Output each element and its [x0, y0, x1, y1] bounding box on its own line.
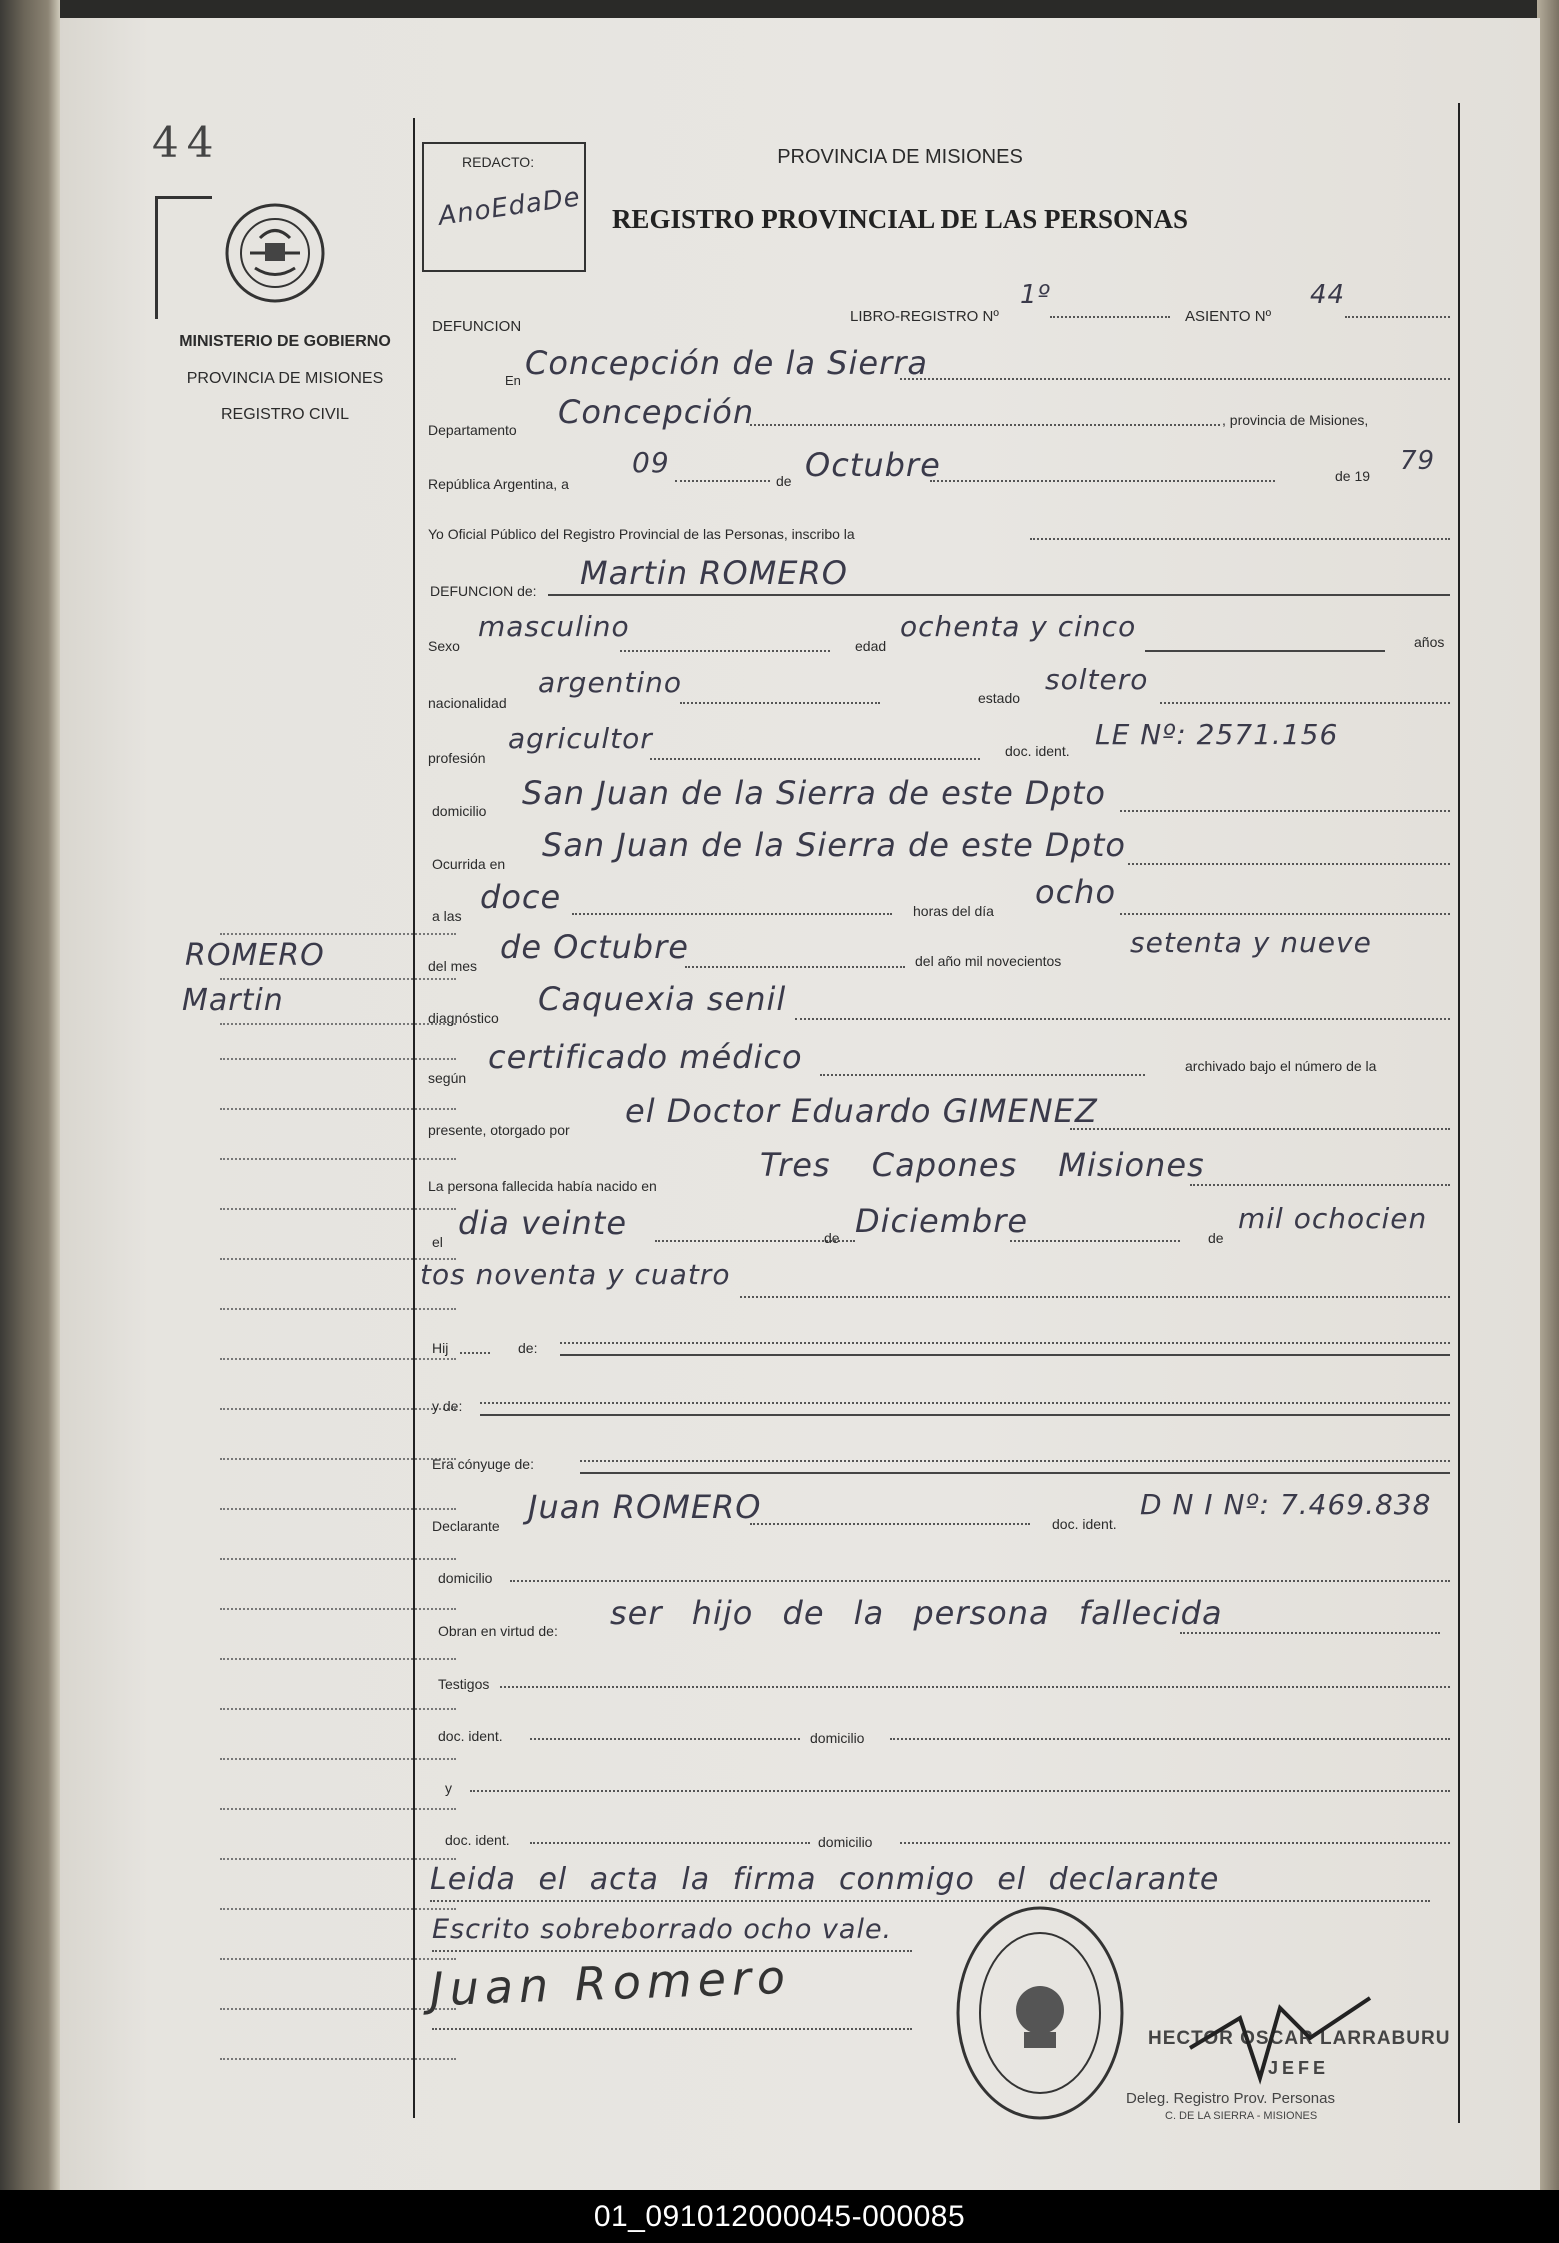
- decl-doc-value[interactable]: D N I Nº: 7.469.838: [1140, 1488, 1432, 1521]
- book-binding: [0, 0, 60, 2190]
- defuncion-de-label: DEFUNCION de:: [430, 583, 537, 599]
- de2-value[interactable]: Diciembre: [855, 1202, 1029, 1240]
- t-dom-label: domicilio: [810, 1730, 865, 1746]
- profesion-label: profesión: [428, 750, 486, 766]
- yde-label: y de:: [432, 1398, 463, 1414]
- oficial-text: Yo Oficial Público del Registro Provincial de las Personas, inscribo la: [428, 526, 855, 542]
- defuncion-de-value[interactable]: Martin ROMERO: [580, 554, 848, 592]
- nacido-label: La persona fallecida había nacido en: [428, 1178, 657, 1194]
- departamento-value[interactable]: Concepción: [558, 393, 755, 431]
- doc-label: doc. ident.: [1005, 743, 1070, 759]
- hij-de-label: de:: [518, 1340, 538, 1356]
- provincia-suffix: , provincia de Misiones,: [1222, 412, 1369, 428]
- obran-label: Obran en virtud de:: [438, 1623, 558, 1639]
- doc-value[interactable]: LE Nº: 2571.156: [1095, 718, 1339, 751]
- anio-value[interactable]: 79: [1400, 446, 1436, 476]
- page-number: 44: [152, 118, 222, 167]
- departamento-label: Departamento: [428, 422, 517, 438]
- redacto-label: REDACTO:: [462, 154, 535, 170]
- nacionalidad-value[interactable]: argentino: [538, 666, 683, 699]
- t2-doc-label: doc. ident.: [445, 1832, 510, 1848]
- alas-label: a las: [432, 908, 462, 924]
- corner-bracket: [155, 196, 212, 319]
- anio-fallec-value[interactable]: setenta y nueve: [1130, 926, 1372, 959]
- en-label: En: [505, 373, 521, 388]
- estado-value[interactable]: soltero: [1045, 663, 1149, 696]
- ocurrida-value[interactable]: San Juan de la Sierra de este Dpto: [542, 826, 1126, 864]
- obran-value[interactable]: ser hijo de la persona fallecida: [610, 1594, 1223, 1632]
- official-line2: C. DE LA SIERRA - MISIONES: [1165, 2110, 1318, 2122]
- alas-value[interactable]: doce: [480, 878, 562, 916]
- closing-line2: Escrito sobreborrado ocho vale.: [432, 1914, 893, 1945]
- diagnostico-label: diagnóstico: [428, 1010, 499, 1026]
- en-value[interactable]: Concepción de la Sierra: [525, 344, 928, 382]
- profesion-value[interactable]: agricultor: [508, 722, 653, 755]
- t2-dom-label: domicilio: [818, 1834, 873, 1850]
- edad-label: edad: [855, 638, 887, 654]
- domicilio-value[interactable]: San Juan de la Sierra de este Dpto: [522, 774, 1106, 812]
- decl-doc-label: doc. ident.: [1052, 1516, 1117, 1532]
- province-crest-icon: [220, 193, 330, 313]
- redacto-box: [422, 142, 586, 272]
- redacto-signature: AnoEdaDe: [436, 182, 583, 232]
- nacido-value[interactable]: Tres Capones Misiones: [760, 1146, 1205, 1184]
- el-value[interactable]: dia veinte: [458, 1204, 628, 1242]
- declarante-label: Declarante: [432, 1518, 500, 1534]
- segun-value[interactable]: certificado médico: [488, 1038, 803, 1076]
- libro-value[interactable]: 1º: [1020, 280, 1051, 310]
- de2-label: de: [824, 1230, 840, 1246]
- declarante-value[interactable]: Juan ROMERO: [528, 1488, 762, 1526]
- asiento-label: ASIENTO Nº: [1185, 308, 1272, 325]
- sexo-label: Sexo: [428, 638, 460, 654]
- cont-value[interactable]: tos noventa y cuatro: [420, 1258, 731, 1291]
- ocurrida-label: Ocurrida en: [432, 856, 506, 872]
- margin-surname: ROMERO: [185, 938, 325, 973]
- de-year-label: de 19: [1335, 468, 1371, 484]
- presente-value[interactable]: el Doctor Eduardo GIMENEZ: [625, 1092, 1098, 1130]
- mes-label: del mes: [428, 958, 478, 974]
- de3-label: de: [1208, 1230, 1224, 1246]
- de3-value[interactable]: mil ochocien: [1238, 1202, 1428, 1235]
- anio-label: del año mil novecientos: [915, 953, 1062, 969]
- ministry-line2: PROVINCIA DE MISIONES: [186, 370, 384, 387]
- page-edge: [1537, 0, 1559, 2190]
- official-name: HECTOR OSCAR LARRABURU: [1148, 2028, 1451, 2049]
- hij-label: Hij: [432, 1340, 449, 1356]
- form-type: DEFUNCION: [432, 318, 522, 335]
- archivado-label: archivado bajo el número de la: [1185, 1058, 1377, 1074]
- header-province: PROVINCIA DE MISIONES: [777, 146, 1023, 168]
- domicilio-label: domicilio: [432, 803, 487, 819]
- estado-label: estado: [978, 690, 1021, 706]
- ministry-line1: MINISTERIO DE GOBIERNO: [179, 333, 391, 350]
- margin-name: Martin: [182, 983, 284, 1018]
- image-caption: 01_091012000045-000085: [593, 2200, 966, 2233]
- segun-label: según: [428, 1070, 467, 1086]
- asiento-value[interactable]: 44: [1310, 280, 1346, 310]
- horas-value[interactable]: ocho: [1035, 873, 1117, 911]
- header-title: REGISTRO PROVINCIAL DE LAS PERSONAS: [611, 204, 1189, 234]
- el-label: el: [432, 1234, 443, 1250]
- conyuge-label: Era cónyuge de:: [432, 1456, 534, 1472]
- republica-label: República Argentina, a: [428, 476, 569, 492]
- diagnostico-value[interactable]: Caquexia senil: [538, 980, 787, 1018]
- t-doc-label: doc. ident.: [438, 1728, 503, 1744]
- official-seal-icon: [950, 1898, 1130, 2128]
- de-label: de: [776, 473, 792, 489]
- official-line1: Deleg. Registro Prov. Personas: [1126, 2090, 1335, 2107]
- form-right-border: [1458, 103, 1460, 2123]
- libro-label: LIBRO-REGISTRO Nº: [850, 308, 999, 325]
- sexo-value[interactable]: masculino: [478, 610, 630, 643]
- testigos-label: Testigos: [438, 1676, 490, 1692]
- declarante-signature: Juan Romero: [429, 1949, 792, 2017]
- edad-value[interactable]: ochenta y cinco: [900, 610, 1137, 643]
- presente-label: presente, otorgado por: [428, 1122, 570, 1138]
- horas-label: horas del día: [913, 903, 994, 919]
- anos-label: años: [1414, 634, 1445, 650]
- dia-value[interactable]: 09: [632, 446, 670, 479]
- official-title: JEFE: [1268, 2058, 1330, 2078]
- document-page: [60, 18, 1540, 2190]
- y-label: y: [445, 1780, 452, 1796]
- mes-fallec-value[interactable]: de Octubre: [500, 928, 689, 966]
- nacionalidad-label: nacionalidad: [428, 695, 507, 711]
- ministry-line3: REGISTRO CIVIL: [220, 406, 350, 423]
- closing-line1: Leida el acta la firma conmigo el declarante: [430, 1862, 1220, 1897]
- official-signature-icon: [1180, 1978, 1380, 2098]
- decl-domicilio-label: domicilio: [438, 1570, 493, 1586]
- mes-value[interactable]: Octubre: [805, 446, 941, 484]
- form-left-border: [413, 118, 415, 2118]
